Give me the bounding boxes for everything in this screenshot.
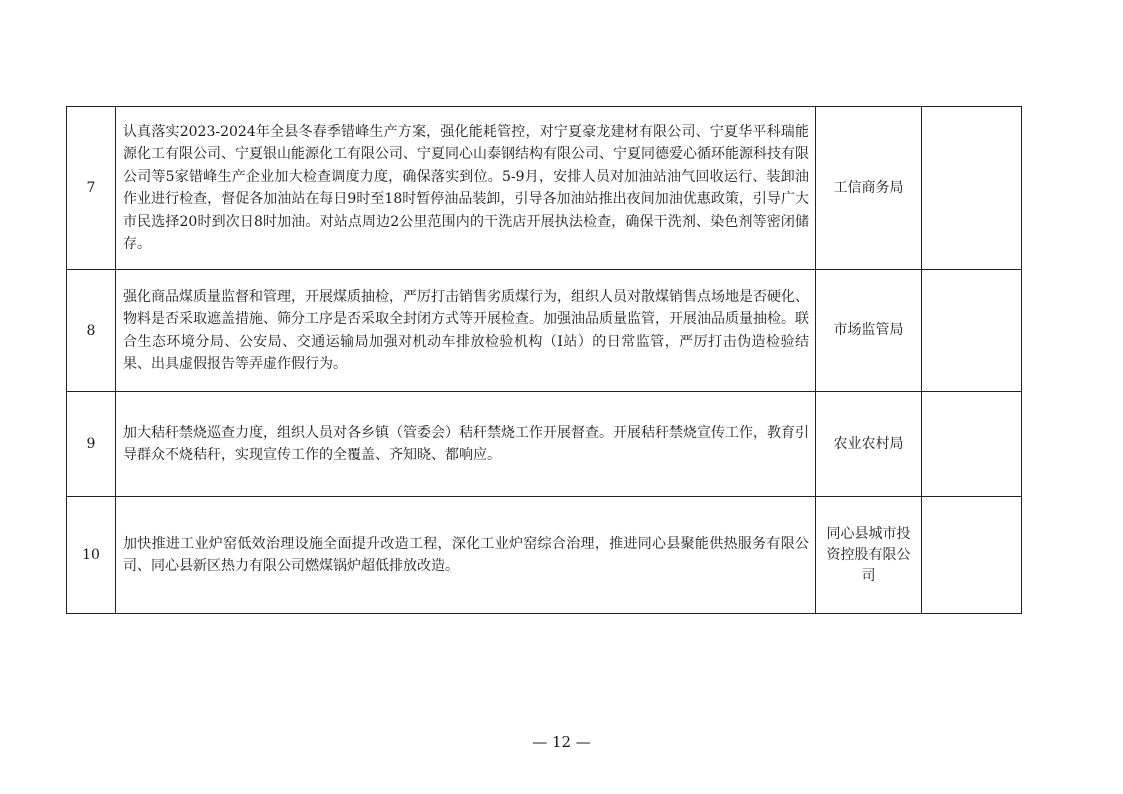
remark-cell xyxy=(922,270,1022,392)
table-row xyxy=(67,107,1022,270)
table-row xyxy=(67,270,1022,392)
task-content-cell: 加快推进工业炉窑低效治理设施全面提升改造工程，深化工业炉窑综合治理，推进同心县聚能供热服务有限公司、同心县新区热力有限公司燃煤锅炉超低排放改造。 xyxy=(116,497,816,614)
responsible-department-cell: 农业农村局 xyxy=(816,392,922,497)
responsible-department-cell: 市场监管局 xyxy=(816,270,922,392)
row-number-cell: 9 xyxy=(67,392,116,497)
responsible-department-cell: 工信商务局 xyxy=(816,107,922,270)
row-number-cell: 10 xyxy=(67,497,116,614)
remark-cell xyxy=(922,497,1022,614)
task-content-cell: 加大秸秆禁烧巡查力度，组织人员对各乡镇（管委会）秸秆禁烧工作开展督查。开展秸秆禁烧宣传工作，教育引导群众不烧秸秆，实现宣传工作的全覆盖、齐知晓、都响应。 xyxy=(116,392,816,497)
responsible-department-cell: 同心县城市投资控股有限公司 xyxy=(816,497,922,614)
page-number: — 12 — xyxy=(532,733,591,751)
task-content-cell: 认真落实2023-2024年全县冬春季错峰生产方案，强化能耗管控，对宁夏豪龙建材有限公司、宁夏华平科瑞能源化工有限公司、宁夏银山能源化工有限公司、宁夏同心山泰钢结构有限公司、宁夏同德爱心循环能源科技有限公司等5家错峰生产企业加大检查调度力度，确保落实到位。5-9月，安排人员对加油站油气回收运行、装卸油作业进行检查，督促各加油站在每日9时至18时暂停油品装卸，引导各加油站推出夜间加油优惠政策，引导广大市民选择20时到次日8时加油。对站点周边2公里范围内的干洗店开展执法检查，确保干洗剂、染色剂等密闭储存。 xyxy=(116,107,816,270)
table-row xyxy=(67,497,1022,614)
row-number-cell: 7 xyxy=(67,107,116,270)
remark-cell xyxy=(922,392,1022,497)
row-number-cell: 8 xyxy=(67,270,116,392)
table-row xyxy=(67,392,1022,497)
remark-cell xyxy=(922,107,1022,270)
task-table xyxy=(66,106,1022,614)
task-content-cell: 强化商品煤质量监督和管理，开展煤质抽检，严厉打击销售劣质煤行为，组织人员对散煤销售点场地是否硬化、物料是否采取遮盖措施、筛分工序是否采取全封闭方式等开展检查。加强油品质量监管，开展油品质量抽检。联合生态环境分局、公安局、交通运输局加强对机动车排放检验机构（I站）的日常监管，严厉打击伪造检验结果、出具虚假报告等弄虚作假行为。 xyxy=(116,270,816,392)
